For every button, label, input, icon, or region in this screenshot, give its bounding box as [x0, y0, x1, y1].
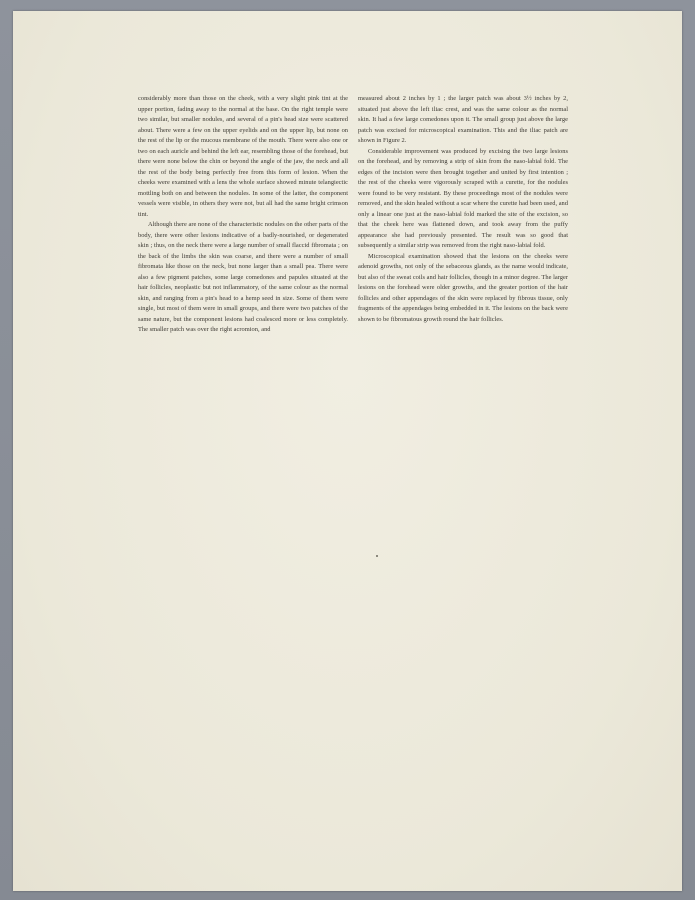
- paper-speck: [376, 555, 378, 557]
- paragraph: Microscopical examination showed that the lesions on the cheeks were adenoid growths, not only of the sebaceous glands, as the name would indicate, but also of the sweat coils and hair follicles, though in a minor degree. The larger lesions on the forehead were older growths, and the greater portion of the hair follicles and other appendages of the skin were replaced by fibrous tissue, only fragments of the appendages being embedded in it. The lesions on the back were shown to be fibromatous growth round the hair follicles.: [358, 252, 568, 323]
- paragraph: Although there are none of the characteristic nodules on the other parts of the body, there were other lesions indicative of a badly-nourished, or degenerated skin ; thus, on the neck there were a large number of small flaccid fibromata ; on the back of the limbs the skin was coarse, and there were a number of small fibromata like those on the neck, but none larger than a small pea. There were also a few pigment patches, some large comedones and papules situated at the hair follicles, neoplastic but not inflammatory, of the same colour as the normal skin, and ranging from a pin's head to a hemp seed in size. Some of them were single, but most of them were in small groups, and there were two patches of the same nature, but the component lesions had coalesced more or less completely. The smaller patch was over the right acromion, and: [138, 221, 348, 333]
- paragraph: measured about 2 inches by 1 ; the larger patch was about 3½ inches by 2, situated just above the left iliac crest, and was the same colour as the normal skin. It had a few large comedones upon it. The small group just above the large patch was excised for microscopical examination. This and the iliac patch are shown in Figure 2.: [358, 95, 568, 144]
- right-text-column: [358, 94, 568, 325]
- document-page: [13, 11, 682, 891]
- paragraph: considerably more than those on the cheek, with a very slight pink tint at the upper portion, fading away to the normal at the base. On the right temple were two similar, but smaller nodules, and several of a pin's head size were scattered about. There were a few on the upper eyelids and on the upper lip, but none on the rest of the lip or the mucous membrane of the mouth. There were also one or two on each auricle and behind the left ear, resembling those of the forehead, but there were none below the chin or beyond the angle of the jaw, the neck and all the rest of the body being perfectly free from this form of lesion. When the cheeks were examined with a lens the whole surface showed minute telangiectic mottling both on and between the nodules. In some of the latter, the component vessels were visible, in others they were not, but all had the same bright crimson tint.: [138, 95, 348, 218]
- left-text-column: [138, 94, 348, 336]
- paragraph: Considerable improvement was produced by excising the two large lesions on the forehead, and by removing a strip of skin from the naso-labial fold. The edges of the incision were then brought together and united by first intention ; the rest of the cheeks were vigorously scraped with a curette, for the nodules were found to be very resistant. By these proceedings most of the nodules were removed, and the skin healed without a scar where the curette had been used, and only a linear one just at the naso-labial fold marked the site of the excision, so that the cheek here was flattened down, and took away from the puffy appearance she had previously presented. The result was so good that subsequently a similar strip was removed from the right naso-labial fold.: [358, 147, 568, 249]
